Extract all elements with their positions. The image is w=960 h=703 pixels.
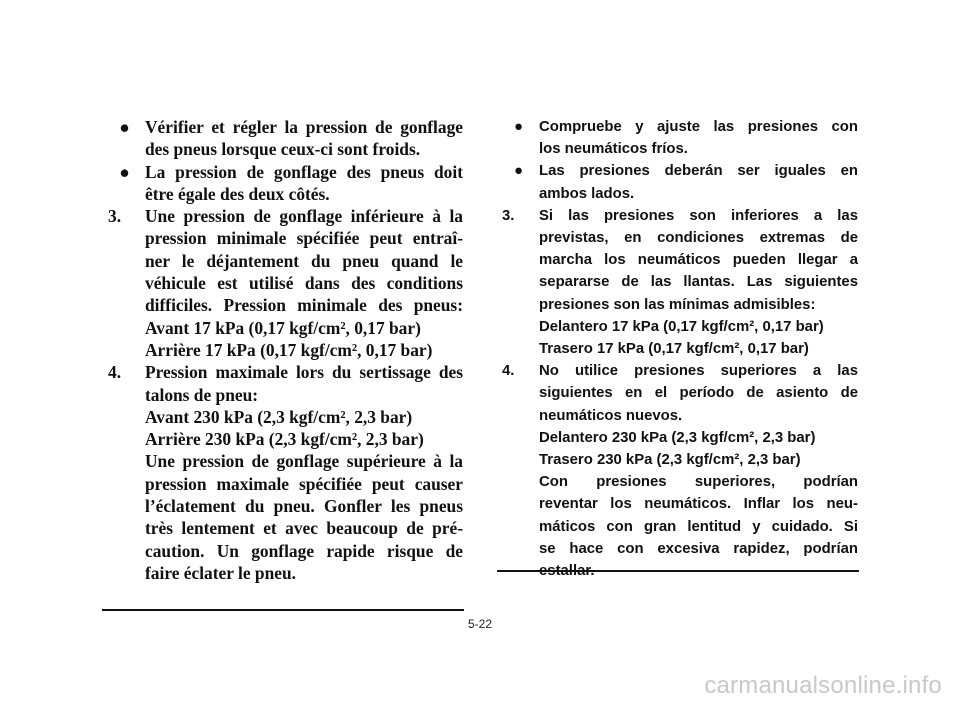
text-line: previstas, en condiciones extremas de — [539, 230, 858, 247]
pressure-value: Trasero 17 kPa (0,17 kgf/cm², 0,17 bar) — [539, 341, 809, 358]
text-line: los neumáticos fríos. — [539, 141, 688, 158]
pressure-value: Avant 230 kPa (2,3 kgf/cm², 2,3 bar) — [145, 406, 413, 427]
text-line: marcha los neumáticos pueden llegar a — [539, 252, 858, 269]
text-line: pression maximale spécifiée peut causer — [145, 473, 463, 494]
text-line: des pneus lorsque ceux-ci sont froids. — [145, 139, 421, 160]
list-item — [108, 361, 463, 584]
watermark-text: carmanualsonline.info — [704, 672, 942, 699]
number-marker: 3. — [502, 207, 515, 224]
text-line: véhicule est utilisé dans des conditions — [145, 273, 463, 294]
bullet-marker: ● — [119, 161, 130, 182]
french-column — [108, 116, 463, 584]
page-number: 5-22 — [467, 617, 493, 631]
number-marker: 4. — [502, 363, 515, 380]
text-line: ambos lados. — [539, 185, 635, 202]
text-line: estallar. — [539, 563, 595, 580]
text-line: La pression de gonflage des pneus doit — [145, 161, 463, 182]
list-item — [502, 205, 858, 360]
text-line: caution. Un gonflage rapide risque de — [145, 540, 463, 561]
text-line: presiones son las mínimas admisibles: — [539, 296, 816, 313]
bullet-marker: ● — [119, 117, 130, 137]
text-line: Vérifier et régler la pression de gonflage — [145, 117, 463, 137]
text-line: Une pression de gonflage inférieure à la — [145, 206, 463, 227]
list-item — [108, 205, 463, 361]
text-line: ner le déjantement du pneu quand le — [145, 250, 463, 271]
text-line: pression minimale spécifiée peut entraî- — [145, 228, 463, 249]
number-marker: 4. — [108, 362, 122, 383]
text-line: Compruebe y ajuste las presiones con — [539, 119, 858, 135]
text-line: difficiles. Pression minimale des pneus: — [145, 295, 463, 316]
spanish-section-end-rule — [497, 570, 859, 572]
text-line: reventar los neumáticos. Inflar los neu- — [539, 496, 858, 513]
pressure-value: Delantero 230 kPa (2,3 kgf/cm², 2,3 bar) — [539, 429, 816, 446]
text-line: siguientes en el período de asiento de — [539, 385, 858, 402]
text-line: être égale des deux côtés. — [145, 183, 330, 204]
text-line: Con presiones superiores, podrían — [539, 474, 858, 491]
text-line: très lentement et avec beaucoup de pré- — [145, 518, 463, 539]
list-item — [502, 160, 858, 204]
number-marker: 3. — [108, 206, 122, 227]
text-line: máticos con gran lentitud y cuidado. Si — [539, 518, 858, 535]
text-line: neumáticos nuevos. — [539, 407, 683, 424]
text-line: separarse de las llantas. Las siguientes — [539, 274, 858, 291]
text-line: No utilice presiones superiores a las — [539, 363, 858, 380]
bullet-marker: ● — [514, 119, 523, 135]
text-line: faire éclater le pneu. — [145, 562, 296, 583]
text-line: talons de pneu: — [145, 384, 259, 405]
pressure-value: Arrière 230 kPa (2,3 kgf/cm², 2,3 bar) — [145, 429, 424, 450]
text-line: l’éclatement du pneu. Gonfler les pneus — [145, 496, 463, 517]
list-item — [108, 116, 463, 161]
list-item — [108, 161, 463, 206]
text-line: Si las presiones son inferiores a las — [539, 207, 858, 224]
pressure-value: Delantero 17 kPa (0,17 kgf/cm², 0,17 bar) — [539, 318, 824, 335]
pressure-value: Avant 17 kPa (0,17 kgf/cm², 0,17 bar) — [145, 317, 421, 338]
list-item — [502, 360, 858, 582]
text-line: se hace con excesiva rapidez, podrían — [539, 540, 858, 557]
text-line: Pression maximale lors du sertissage des — [145, 362, 463, 383]
text-line: Une pression de gonflage supérieure à la — [145, 451, 463, 472]
pressure-value: Trasero 230 kPa (2,3 kgf/cm², 2,3 bar) — [539, 452, 801, 469]
bullet-marker: ● — [514, 163, 523, 180]
list-item — [502, 116, 858, 160]
french-section-end-rule — [102, 609, 464, 611]
text-line: Las presiones deberán ser iguales en — [539, 163, 858, 180]
pressure-value: Arrière 17 kPa (0,17 kgf/cm², 0,17 bar) — [145, 339, 433, 360]
spanish-column — [502, 116, 858, 582]
